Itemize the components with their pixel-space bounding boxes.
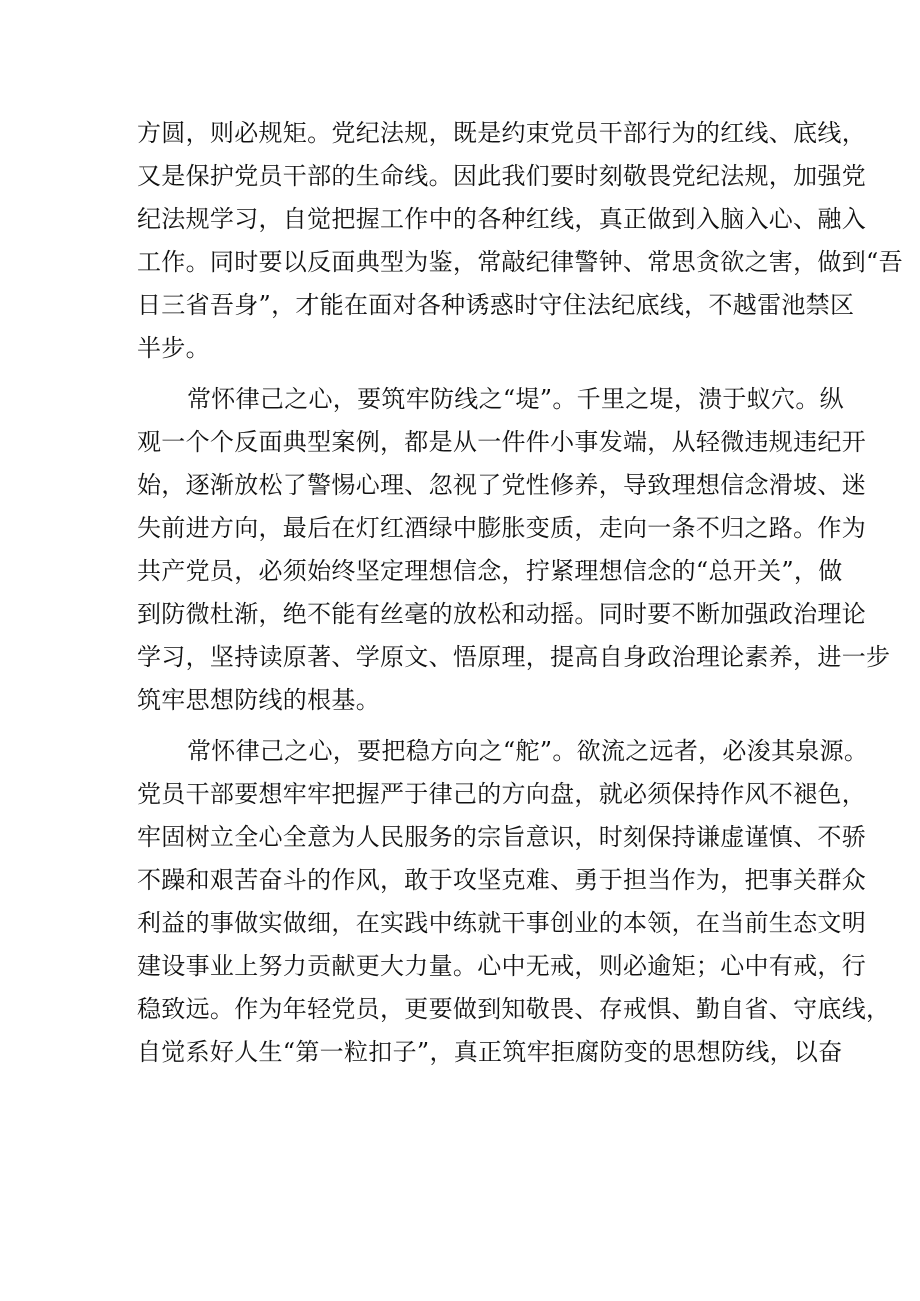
text-line: 到防微杜渐，绝不能有丝毫的放松和动摇。同时要不断加强政治理论	[137, 600, 866, 628]
text-line: 失前进方向，最后在灯红酒绿中膨胀变质，走向一条不归之路。作为	[137, 514, 866, 542]
text-line: 学习，坚持读原著、学原文、悟原理，提高自身政治理论素养，进一步	[137, 643, 891, 671]
text-line: 半步。	[137, 334, 210, 362]
text-line: 又是保护党员干部的生命线。因此我们要时刻敬畏党纪法规，加强党	[137, 162, 866, 190]
text-line: 利益的事做实做细，在实践中练就干事创业的本领，在当前生态文明	[137, 909, 866, 937]
text-line: 方圆，则必规矩。党纪法规，既是约束党员干部行为的红线、底线，	[137, 119, 866, 147]
text-line: 工作。同时要以反面典型为鉴，常敲纪律警钟、常思贪欲之害，做到“吾	[137, 248, 903, 276]
paragraph-1	[137, 112, 903, 370]
paragraph-spacer	[137, 722, 797, 730]
text-line: 自觉系好人生“第一粒扣子”，真正筑牢拒腐防变的思想防线，以奋	[137, 1038, 843, 1066]
text-line: 观一个个反面典型案例，都是从一件件小事发端，从轻微违规违纪开	[137, 428, 866, 456]
paragraph-spacer	[137, 370, 797, 378]
text-line: 稳致远。作为年轻党员，更要做到知敬畏、存戒惧、勤自省、守底线，	[137, 995, 891, 1023]
text-line: 始，逐渐放松了警惕心理、忽视了党性修养，导致理想信念滑坡、迷	[137, 471, 866, 499]
paragraph-2	[137, 378, 891, 722]
paragraph-3	[137, 730, 891, 1074]
text-line: 不躁和艰苦奋斗的作风，敢于攻坚克难、勇于担当作为，把事关群众	[137, 866, 866, 894]
text-line: 建设事业上努力贡献更大力量。心中无戒，则必逾矩；心中有戒，行	[137, 952, 866, 980]
text-line: 纪法规学习，自觉把握工作中的各种红线，真正做到入脑入心、融入	[137, 205, 866, 233]
text-line: 日三省吾身”，才能在面对各种诱惑时守住法纪底线，不越雷池禁区	[137, 291, 855, 319]
text-line: 筑牢思想防线的根基。	[137, 686, 380, 714]
document-body	[137, 112, 903, 1074]
text-line: 共产党员，必须始终坚定理想信念，拧紧理想信念的“总开关”，做	[137, 557, 843, 585]
text-line: 党员干部要想牢牢把握严于律己的方向盘，就必须保持作风不褪色，	[137, 780, 866, 808]
text-line: 常怀律己之心，要筑牢防线之“堤”。千里之堤，溃于蚁穴。纵	[187, 385, 844, 413]
text-line: 常怀律己之心，要把稳方向之“舵”。欲流之远者，必浚其泉源。	[187, 737, 869, 765]
text-line: 牢固树立全心全意为人民服务的宗旨意识，时刻保持谦虚谨慎、不骄	[137, 823, 866, 851]
